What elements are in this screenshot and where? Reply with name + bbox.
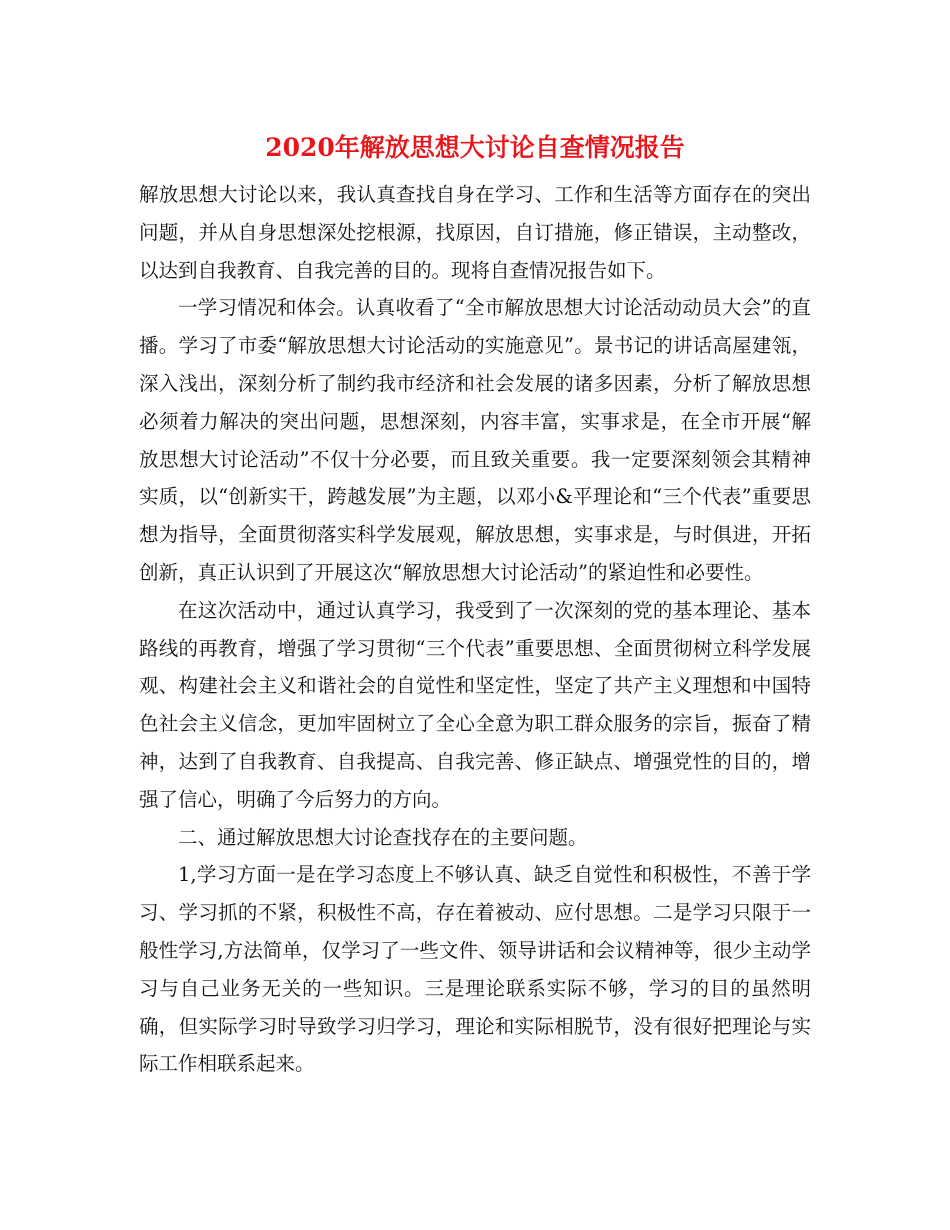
paragraph-section-two-heading: 二、通过解放思想大讨论查找存在的主要问题。 [178,825,588,849]
document-title: 2020年解放思想大讨论自查情况报告 [265,133,685,162]
document-body [139,176,811,1083]
paragraph-intro: 解放思想大讨论以来，我认真查找自身在学习、工作和生活等方面存在的突出问题，并从自身思想深处挖根源，找原因，自订措施，修正错误，主动整改，以达到自我教育、自我完善的目的。现将自查情况报告如下。 [139,183,811,282]
paragraph-study-problems: 1,学习方面一是在学习态度上不够认真、缺乏自觉性和积极性，不善于学习、学习抓的不紧，积极性不高，存在着被动、应付思想。二是学习只限于一般性学习,方法简单，仅学习了一些文件、领导讲话和会议精神等，很少主动学习与自己业务无关的一些知识。三是理论联系实际不够，学习的目的虽然明确，但实际学习时导致学习归学习，理论和实际相脱节，没有很好把理论与实际工作相联系起来。 [139,863,811,1076]
paragraph-activity-gains: 在这次活动中，通过认真学习，我受到了一次深刻的党的基本理论、基本路线的再教育，增强了学习贯彻“三个代表”重要思想、全面贯彻树立科学发展观、构建社会主义和谐社会的自觉性和坚定性，坚定了共产主义理想和中国特色社会主义信念，更加牢固树立了全心全意为职工群众服务的宗旨，振奋了精神，达到了自我教育、自我提高、自我完善、修正缺点、增强党性的目的，增强了信心，明确了今后努力的方向。 [139,598,811,811]
paragraph-study-situation: 一学习情况和体会。认真收看了“全市解放思想大讨论活动动员大会”的直播。学习了市委“解放思想大讨论活动的实施意见”。景书记的讲话高屋建瓴，深入浅出，深刻分析了制约我市经济和社会发展的诸多因素，分析了解放思想必须着力解决的突出问题，思想深刻，内容丰富，实事求是，在全市开展“解放思想大讨论活动”不仅十分必要，而且致关重要。我一定要深刻领会其精神实质，以“创新实干，跨越发展”为主题，以邓小&平理论和“三个代表”重要思想为指导，全面贯彻落实科学发展观，解放思想，实事求是，与时俱进，开拓创新，真正认识到了开展这次“解放思想大讨论活动”的紧迫性和必要性。 [139,296,811,584]
